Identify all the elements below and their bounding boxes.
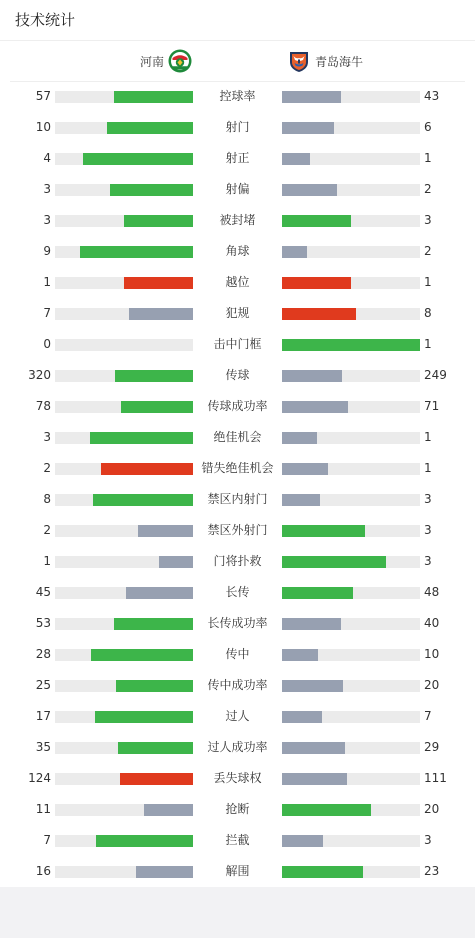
- stat-label: 犯规: [225, 306, 250, 320]
- away-stat-value: 7: [424, 709, 432, 723]
- stat-label: 射门: [225, 120, 250, 134]
- away-stat-value: 3: [424, 492, 432, 506]
- home-stat-bar-fill: [91, 649, 193, 661]
- home-stat-bar: [55, 91, 193, 103]
- home-stat-bar: [55, 401, 193, 413]
- away-stat-bar-fill: [282, 556, 386, 568]
- page-title: 技术统计: [15, 11, 76, 29]
- stat-label: 角球: [225, 244, 250, 258]
- away-stat-bar: [282, 618, 420, 630]
- home-stat-value: 53: [35, 616, 51, 630]
- away-stat-bar: [282, 525, 420, 537]
- home-stat-value: 3: [43, 213, 51, 227]
- away-stat-value: 20: [424, 802, 440, 816]
- home-stat-bar: [55, 866, 193, 878]
- home-stat-bar: [55, 494, 193, 506]
- stat-label: 过人: [225, 709, 250, 723]
- home-stat-value: 78: [35, 399, 51, 413]
- away-stat-bar: [282, 804, 420, 816]
- home-stat-bar-fill: [93, 494, 193, 506]
- away-stat-bar: [282, 153, 420, 165]
- away-stat-value: 1: [424, 461, 432, 475]
- away-stat-bar: [282, 91, 420, 103]
- away-stat-value: 29: [424, 740, 440, 754]
- away-stat-bar-fill: [282, 742, 345, 754]
- away-stat-value: 1: [424, 337, 432, 351]
- stat-label: 禁区内射门: [207, 492, 268, 506]
- home-stat-bar: [55, 339, 193, 351]
- away-stat-bar-fill: [282, 649, 318, 661]
- home-stat-bar-fill: [101, 463, 193, 475]
- away-stat-value: 6: [424, 120, 432, 134]
- away-stat-value: 111: [424, 771, 447, 785]
- home-stat-bar-fill: [124, 277, 193, 289]
- away-stat-value: 1: [424, 275, 432, 289]
- stat-row: [0, 670, 475, 701]
- away-stat-bar-fill: [282, 711, 322, 723]
- away-stat-bar-fill: [282, 277, 351, 289]
- away-stat-bar: [282, 370, 420, 382]
- home-stat-value: 35: [35, 740, 51, 754]
- home-stat-value: 28: [35, 647, 51, 661]
- away-stat-bar: [282, 742, 420, 754]
- henan-club-logo-icon: [168, 49, 192, 73]
- home-team-header[interactable]: [140, 48, 192, 74]
- home-stat-bar-fill: [138, 525, 193, 537]
- home-stat-bar-fill: [110, 184, 193, 196]
- stat-row: [0, 856, 475, 887]
- stat-label: 拦截: [225, 833, 250, 847]
- away-stat-value: 71: [424, 399, 440, 413]
- stat-row: [0, 515, 475, 546]
- away-stat-value: 10: [424, 647, 440, 661]
- stat-label: 门将扑救: [213, 554, 262, 568]
- home-stat-bar-fill: [159, 556, 194, 568]
- stat-row: [0, 453, 475, 484]
- home-stat-bar-fill: [136, 866, 193, 878]
- home-stat-bar: [55, 215, 193, 227]
- home-stat-value: 57: [35, 89, 51, 103]
- home-stat-bar-fill: [126, 587, 193, 599]
- away-stat-value: 20: [424, 678, 440, 692]
- stat-label: 抢断: [225, 802, 250, 816]
- title-divider: [0, 40, 475, 41]
- stat-row: [0, 825, 475, 856]
- home-stat-bar-fill: [114, 91, 193, 103]
- stat-label: 禁区外射门: [207, 523, 268, 537]
- away-stat-bar: [282, 649, 420, 661]
- stat-row: [0, 112, 475, 143]
- stat-label: 射偏: [225, 182, 250, 196]
- away-stat-bar-fill: [282, 618, 341, 630]
- home-stat-value: 320: [28, 368, 51, 382]
- away-stat-bar-fill: [282, 680, 343, 692]
- home-stat-value: 3: [43, 430, 51, 444]
- home-stat-bar: [55, 308, 193, 320]
- away-stat-bar-fill: [282, 246, 307, 258]
- away-stat-bar: [282, 835, 420, 847]
- away-stat-bar: [282, 680, 420, 692]
- stat-row: [0, 422, 475, 453]
- stat-label: 长传: [225, 585, 250, 599]
- away-stat-bar: [282, 277, 420, 289]
- away-stat-value: 2: [424, 244, 432, 258]
- home-stat-value: 4: [43, 151, 51, 165]
- stat-row: [0, 763, 475, 794]
- stat-label: 越位: [225, 275, 250, 289]
- home-stat-value: 3: [43, 182, 51, 196]
- away-stat-bar: [282, 339, 420, 351]
- home-stat-bar: [55, 277, 193, 289]
- home-stat-bar-fill: [118, 742, 193, 754]
- away-stat-bar-fill: [282, 866, 363, 878]
- home-stat-bar-fill: [115, 370, 193, 382]
- stat-row: [0, 484, 475, 515]
- home-stat-bar: [55, 742, 193, 754]
- home-stat-bar-fill: [121, 401, 193, 413]
- stat-label: 控球率: [219, 89, 256, 103]
- stat-row: [0, 174, 475, 205]
- away-stat-bar: [282, 556, 420, 568]
- stat-label: 传中成功率: [207, 678, 268, 692]
- stat-row: [0, 701, 475, 732]
- away-stat-value: 3: [424, 833, 432, 847]
- home-stat-bar: [55, 773, 193, 785]
- home-stat-value: 1: [43, 275, 51, 289]
- away-stat-bar: [282, 246, 420, 258]
- away-team-header[interactable]: [287, 48, 363, 74]
- stat-row: [0, 298, 475, 329]
- away-stat-bar: [282, 401, 420, 413]
- away-stat-bar: [282, 308, 420, 320]
- home-stat-bar-fill: [144, 804, 193, 816]
- away-stat-bar-fill: [282, 184, 337, 196]
- home-stat-value: 0: [43, 337, 51, 351]
- away-stat-bar-fill: [282, 339, 420, 351]
- away-stat-bar-fill: [282, 308, 356, 320]
- home-stat-value: 10: [35, 120, 51, 134]
- home-stat-bar: [55, 122, 193, 134]
- away-stat-bar-fill: [282, 153, 310, 165]
- away-stat-value: 1: [424, 151, 432, 165]
- away-stat-bar-fill: [282, 215, 351, 227]
- away-stat-bar: [282, 184, 420, 196]
- away-stat-bar: [282, 587, 420, 599]
- away-stat-bar-fill: [282, 432, 317, 444]
- home-stat-bar: [55, 525, 193, 537]
- stat-label: 解围: [225, 864, 250, 878]
- home-stat-value: 25: [35, 678, 51, 692]
- home-stat-bar: [55, 556, 193, 568]
- away-stat-bar: [282, 215, 420, 227]
- home-stat-bar: [55, 463, 193, 475]
- home-stat-value: 9: [43, 244, 51, 258]
- home-stat-value: 2: [43, 523, 51, 537]
- home-stat-bar: [55, 153, 193, 165]
- home-stat-bar: [55, 370, 193, 382]
- home-stat-bar-fill: [90, 432, 194, 444]
- home-stat-value: 17: [35, 709, 51, 723]
- home-stat-bar: [55, 804, 193, 816]
- home-stat-bar: [55, 649, 193, 661]
- away-stat-bar: [282, 463, 420, 475]
- away-team-name: 青岛海牛: [315, 54, 364, 69]
- stat-row: [0, 732, 475, 763]
- away-stat-value: 3: [424, 554, 432, 568]
- home-stat-value: 124: [28, 771, 51, 785]
- home-stat-bar: [55, 184, 193, 196]
- home-stat-value: 2: [43, 461, 51, 475]
- away-stat-bar: [282, 122, 420, 134]
- stat-label: 被封堵: [219, 213, 256, 227]
- stat-label: 传球: [225, 368, 250, 382]
- home-stat-bar: [55, 587, 193, 599]
- away-stat-value: 43: [424, 89, 440, 103]
- stat-row: [0, 391, 475, 422]
- stat-label: 射正: [225, 151, 250, 165]
- stat-row: [0, 794, 475, 825]
- stat-label: 错失绝佳机会: [201, 461, 274, 475]
- away-stat-bar-fill: [282, 587, 353, 599]
- stat-label: 丢失球权: [213, 771, 262, 785]
- away-stat-bar-fill: [282, 494, 320, 506]
- home-stat-bar: [55, 432, 193, 444]
- home-stat-bar-fill: [129, 308, 193, 320]
- home-stat-value: 1: [43, 554, 51, 568]
- stat-label: 绝佳机会: [213, 430, 262, 444]
- home-stat-bar-fill: [96, 835, 193, 847]
- home-stat-bar: [55, 246, 193, 258]
- home-stat-bar-fill: [107, 122, 193, 134]
- away-stat-bar: [282, 432, 420, 444]
- away-stat-value: 2: [424, 182, 432, 196]
- home-stat-value: 7: [43, 306, 51, 320]
- stat-row: [0, 205, 475, 236]
- away-stat-bar-fill: [282, 122, 334, 134]
- qingdao-hainiu-logo-icon: [287, 49, 311, 73]
- away-stat-value: 23: [424, 864, 440, 878]
- home-stat-bar-fill: [80, 246, 193, 258]
- away-stat-bar: [282, 494, 420, 506]
- away-stat-bar-fill: [282, 835, 323, 847]
- home-stat-bar-fill: [120, 773, 193, 785]
- away-stat-bar-fill: [282, 401, 348, 413]
- away-stat-value: 1: [424, 430, 432, 444]
- stat-row: [0, 81, 475, 112]
- away-stat-bar-fill: [282, 773, 347, 785]
- home-stat-bar-fill: [114, 618, 193, 630]
- stat-label: 过人成功率: [207, 740, 268, 754]
- home-stat-bar: [55, 680, 193, 692]
- stat-label: 长传成功率: [207, 616, 268, 630]
- away-stat-value: 48: [424, 585, 440, 599]
- home-team-name: 河南: [140, 54, 165, 69]
- away-stat-bar-fill: [282, 463, 328, 475]
- home-stat-bar: [55, 711, 193, 723]
- stat-row: [0, 360, 475, 391]
- home-stat-value: 11: [35, 802, 51, 816]
- stats-list: [0, 81, 475, 887]
- away-stat-value: 3: [424, 523, 432, 537]
- away-stat-bar: [282, 773, 420, 785]
- stat-row: [0, 329, 475, 360]
- stat-row: [0, 267, 475, 298]
- stat-row: [0, 577, 475, 608]
- away-stat-value: 249: [424, 368, 447, 382]
- away-stat-bar: [282, 866, 420, 878]
- home-stat-value: 16: [35, 864, 51, 878]
- away-stat-bar-fill: [282, 804, 371, 816]
- home-stat-bar-fill: [95, 711, 193, 723]
- away-stat-bar-fill: [282, 525, 365, 537]
- home-stat-bar-fill: [124, 215, 193, 227]
- home-stat-bar: [55, 835, 193, 847]
- stat-row: [0, 236, 475, 267]
- away-stat-bar: [282, 711, 420, 723]
- away-stat-value: 8: [424, 306, 432, 320]
- away-stat-bar-fill: [282, 91, 341, 103]
- stat-row: [0, 608, 475, 639]
- home-stat-bar-fill: [116, 680, 193, 692]
- home-stat-bar: [55, 618, 193, 630]
- away-stat-bar-fill: [282, 370, 342, 382]
- stat-row: [0, 143, 475, 174]
- stat-label: 击中门框: [213, 337, 262, 351]
- away-stat-value: 40: [424, 616, 440, 630]
- stat-row: [0, 546, 475, 577]
- home-stat-bar-fill: [83, 153, 193, 165]
- stat-label: 传球成功率: [207, 399, 268, 413]
- home-stat-value: 45: [35, 585, 51, 599]
- stat-label: 传中: [225, 647, 250, 661]
- away-stat-value: 3: [424, 213, 432, 227]
- home-stat-value: 7: [43, 833, 51, 847]
- stat-row: [0, 639, 475, 670]
- home-stat-value: 8: [43, 492, 51, 506]
